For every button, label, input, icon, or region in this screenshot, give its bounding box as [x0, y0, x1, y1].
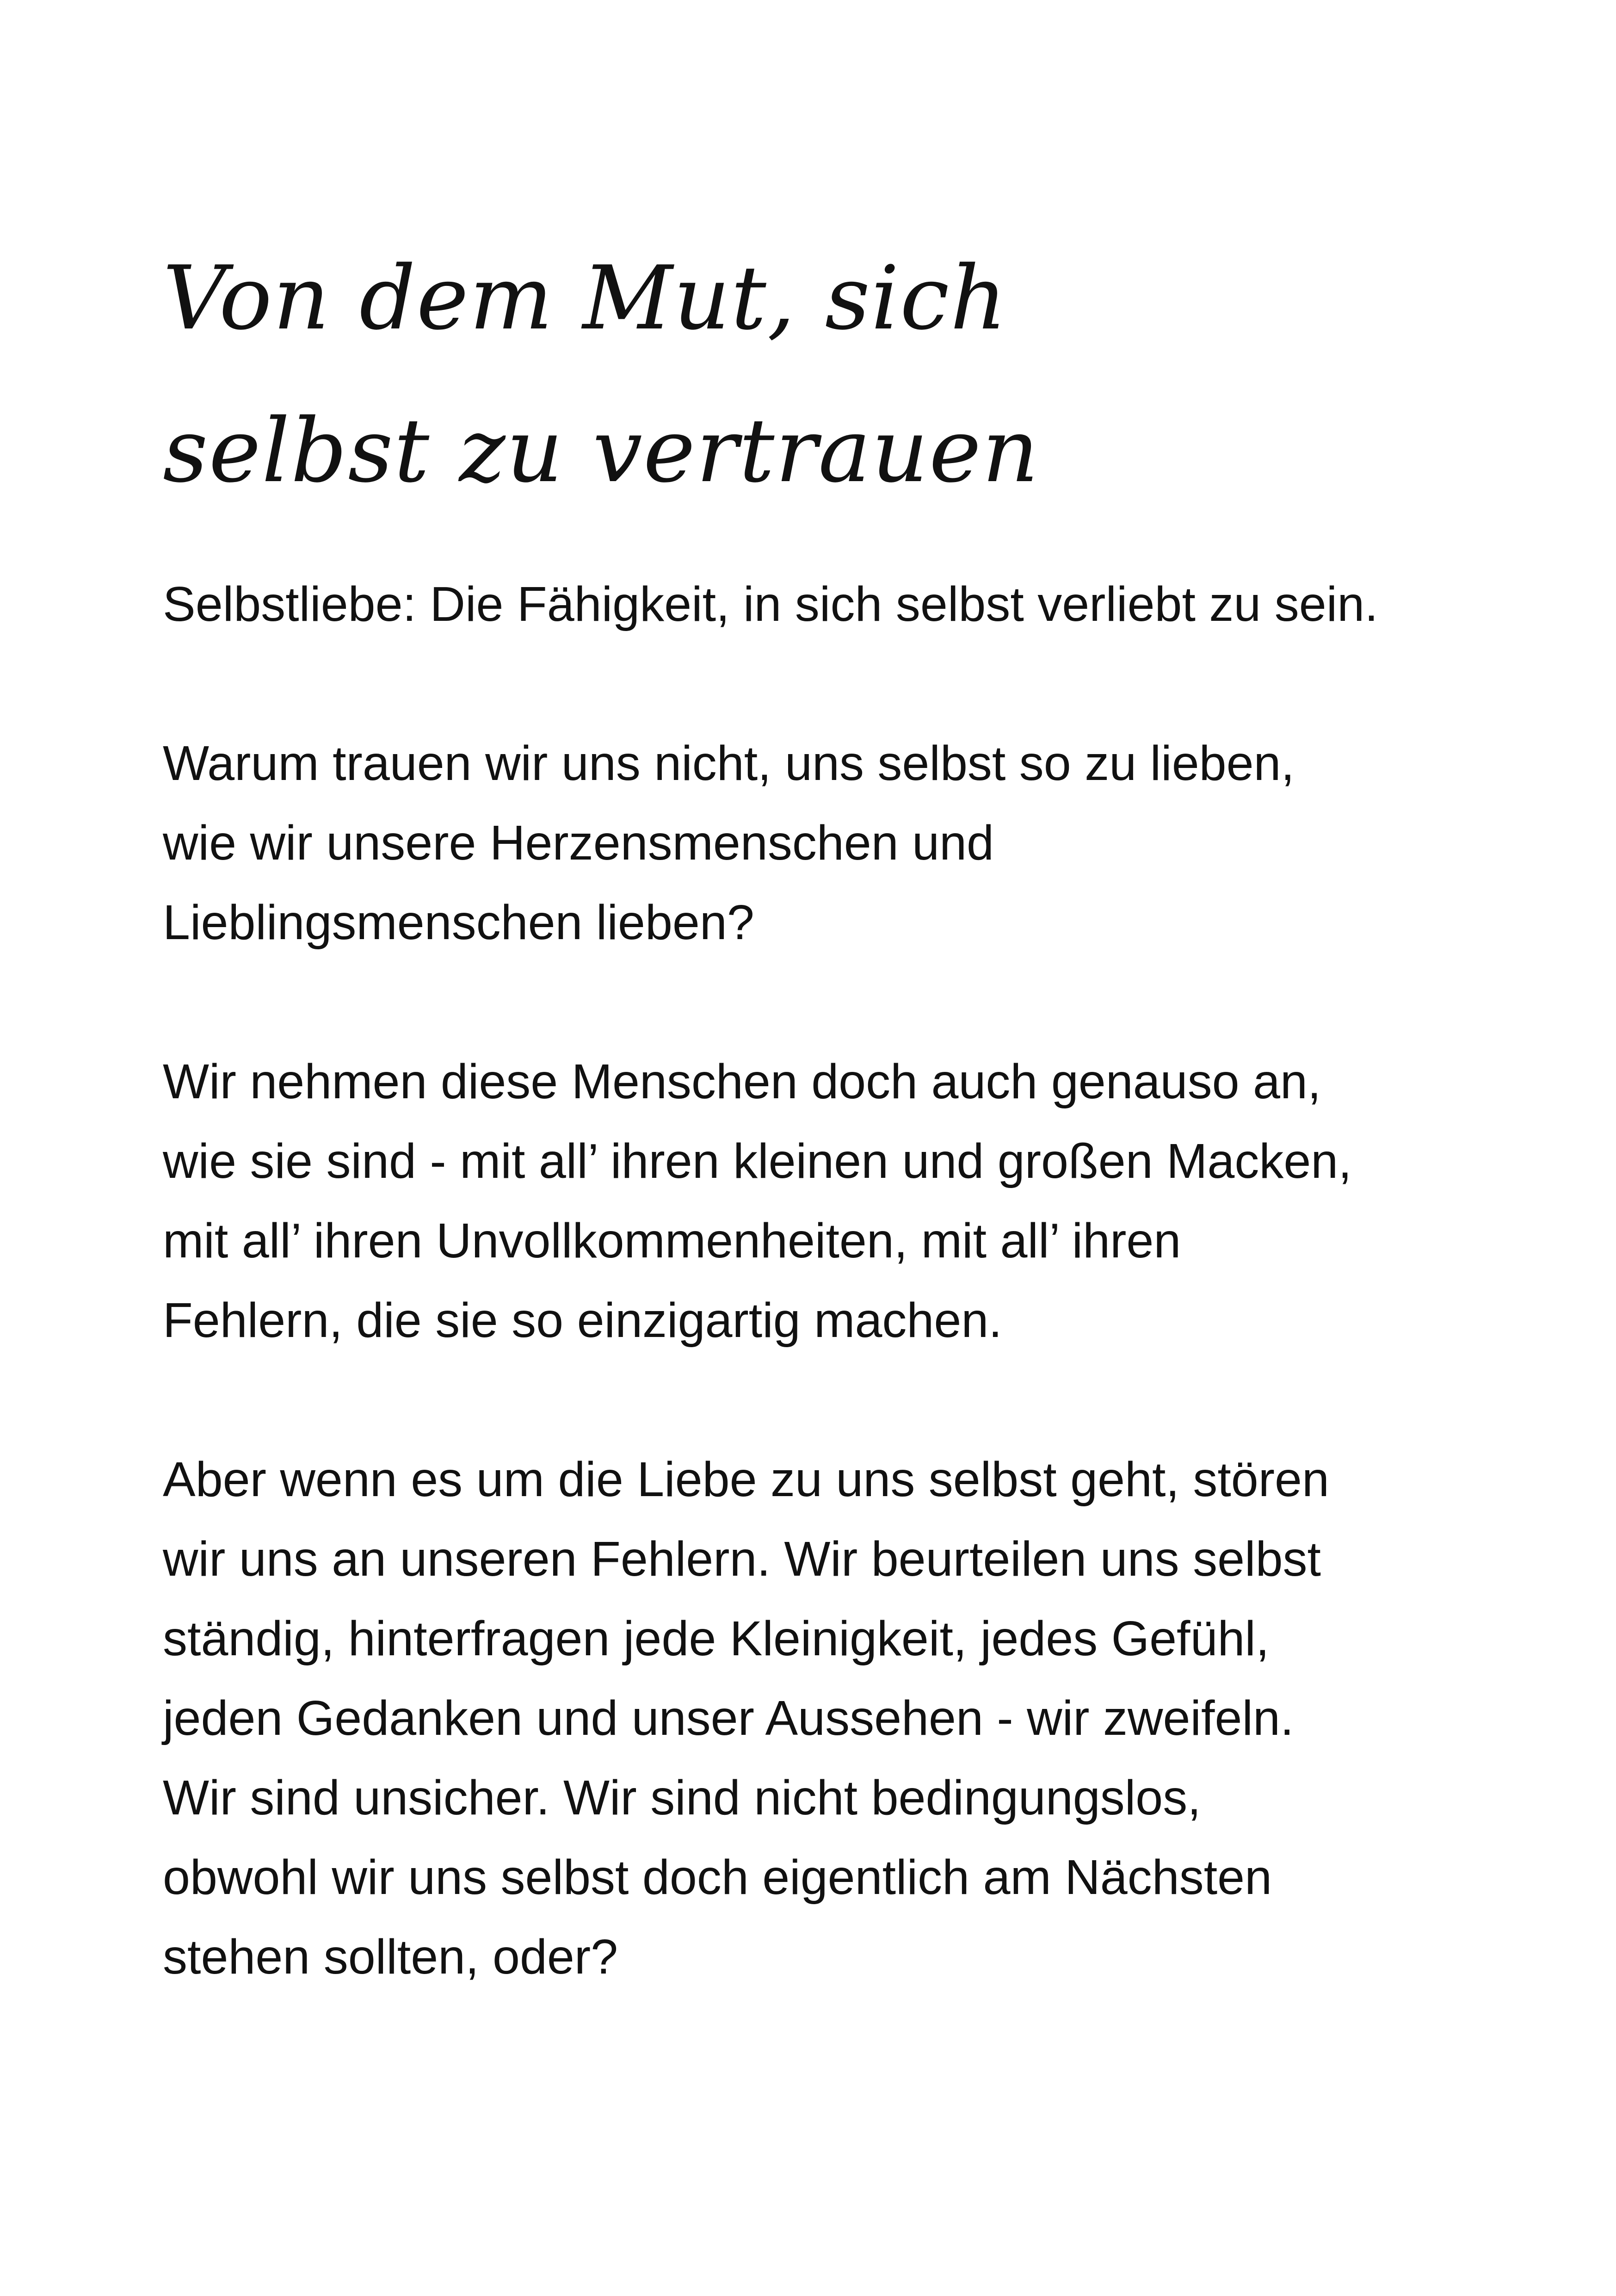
- title-line: Von dem Mut, sich: [163, 247, 1008, 349]
- body-text: [163, 564, 1504, 2076]
- text-line: Aber wenn es um die Liebe zu uns selbst geht, stören: [163, 1452, 1329, 1507]
- text-line: ständig, hinterfragen jede Kleinigkeit, jedes Gefühl,: [163, 1611, 1270, 1666]
- text-line: Lieblingsmenschen lieben?: [163, 895, 754, 950]
- title-line: selbst zu vertrauen: [163, 400, 1040, 502]
- text-line: stehen sollten, oder?: [163, 1930, 618, 1984]
- text-line: mit all’ ihren Unvollkommenheiten, mit all’ ihren: [163, 1213, 1181, 1268]
- text-line: wir uns an unseren Fehlern. Wir beurteilen uns selbst: [163, 1532, 1321, 1586]
- text-line: Wir sind unsicher. Wir sind nicht bedingungslos,: [163, 1770, 1201, 1825]
- page-title: [163, 222, 1180, 527]
- text-line: wie sie sind - mit all’ ihren kleinen und großen Macken,: [163, 1134, 1352, 1188]
- paragraph-definition: [163, 564, 1504, 644]
- paragraph-acceptance: [163, 1042, 1504, 1360]
- text-line: Selbstliebe: Die Fähigkeit, in sich selbst verliebt zu sein.: [163, 577, 1378, 631]
- text-line: Fehlern, die sie so einzigartig machen.: [163, 1293, 1002, 1348]
- paragraph-self-doubt: [163, 1440, 1504, 1997]
- text-line: Warum trauen wir uns nicht, uns selbst so zu lieben,: [163, 736, 1295, 791]
- text-line: Wir nehmen diese Menschen doch auch genauso an,: [163, 1054, 1321, 1109]
- paragraph-question: [163, 724, 1504, 962]
- text-line: obwohl wir uns selbst doch eigentlich am Nächsten: [163, 1850, 1272, 1905]
- text-line: jeden Gedanken und unser Aussehen - wir zweifeln.: [163, 1691, 1294, 1745]
- text-line: wie wir unsere Herzensmenschen und: [163, 816, 994, 870]
